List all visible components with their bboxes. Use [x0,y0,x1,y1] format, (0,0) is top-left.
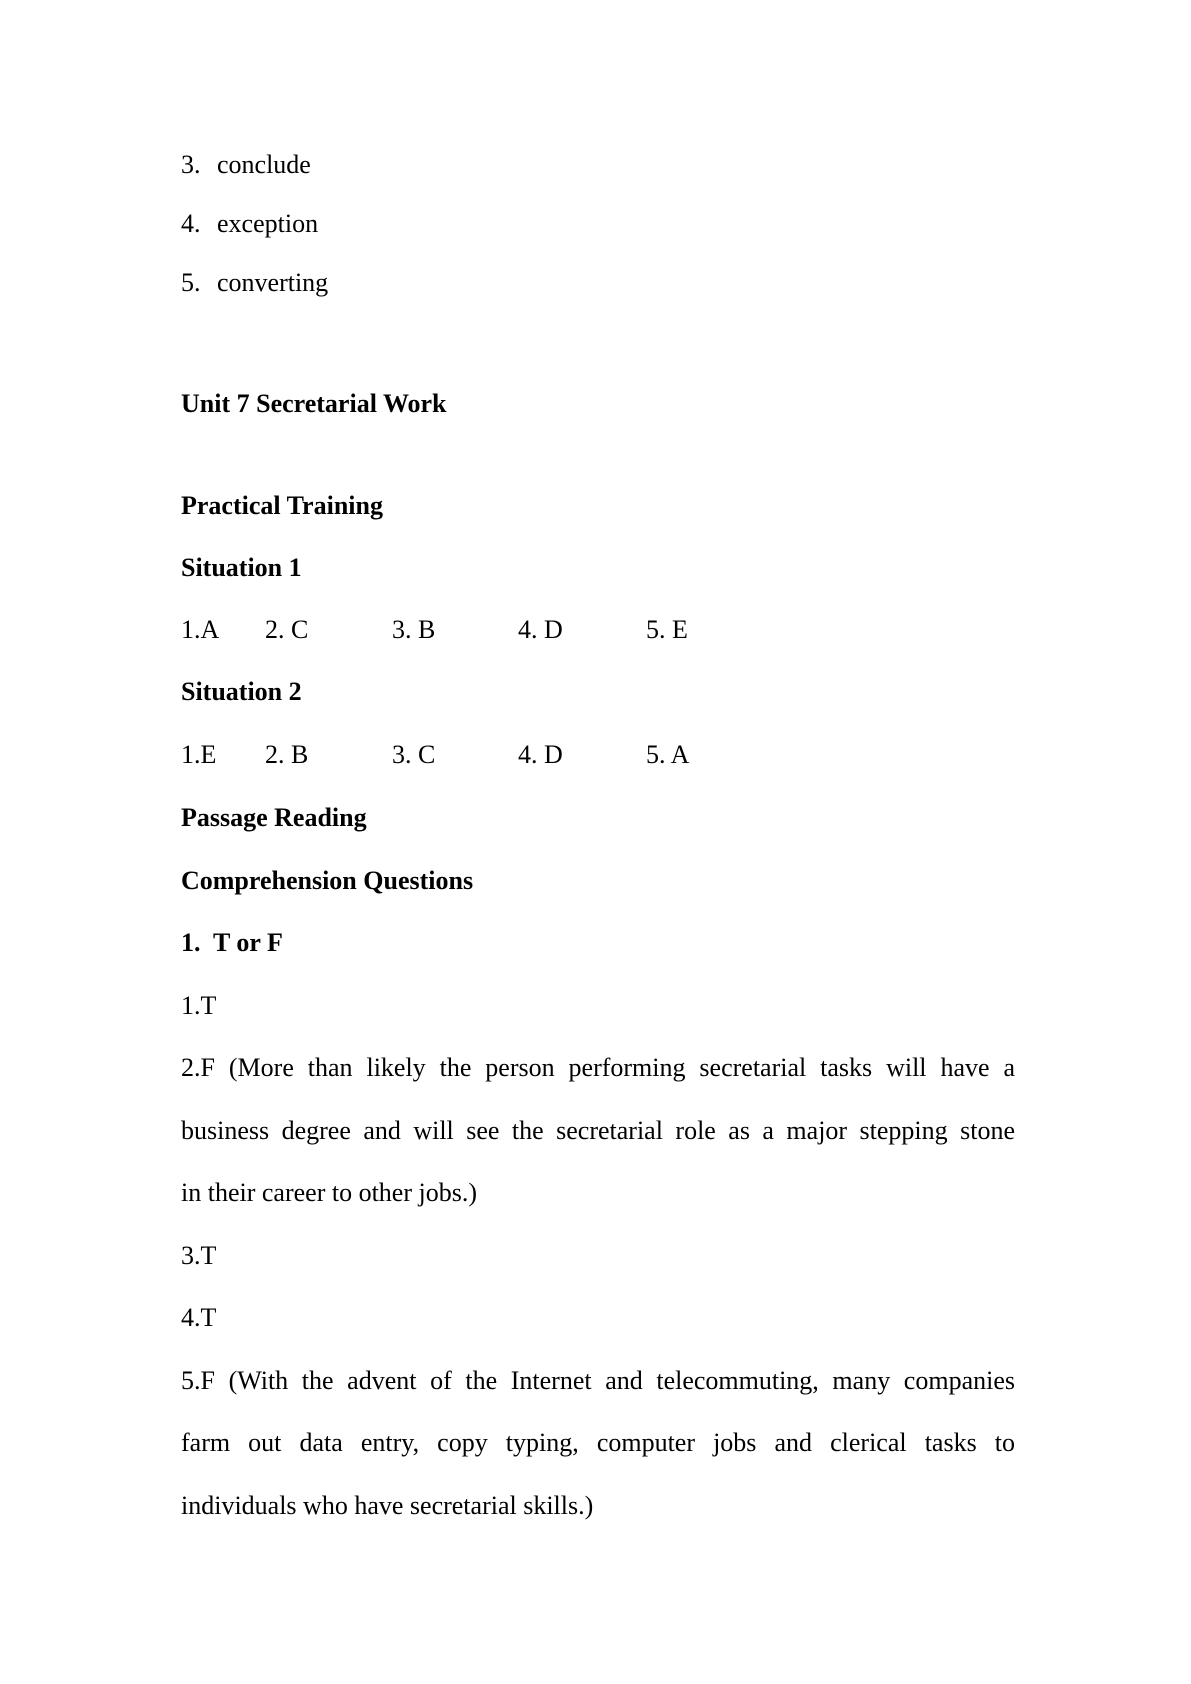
tf-answer-1: 1.T [181,991,217,1020]
true-or-false-heading: 1. T or F [181,928,283,957]
answer-line: individuals who have secretarial skills.) [181,1491,594,1520]
vocab-item-word: converting [217,268,329,297]
unit-title: Unit 7 Secretarial Work [181,389,447,418]
answer-line: farm out data entry, copy typing, computer jobs and clerical tasks to [181,1428,1015,1457]
vocab-item [181,268,328,298]
answer-item: 2. B [265,740,309,769]
tf-answer-3: 3.T [181,1241,217,1270]
tf-answer-4: 4.T [181,1303,217,1332]
situation-1-heading: Situation 1 [181,553,302,582]
vocab-item-word: exception [217,209,319,238]
answer-item: 1.A [181,615,220,644]
answer-item: 4. D [518,615,563,644]
answer-item: 1.E [181,740,217,769]
answer-item: 2. C [265,615,309,644]
answer-line: 2.F (More than likely the person performing secretarial tasks will have a [181,1053,1015,1082]
answer-line: 5.F (With the advent of the Internet and telecommuting, many companies [181,1366,1015,1395]
vocab-item-number: 4. [181,209,201,238]
vocab-item-number: 3. [181,150,201,179]
practical-training-heading: Practical Training [181,491,383,520]
vocab-item-number: 5. [181,268,201,297]
answer-line: business degree and will see the secretarial role as a major stepping stone [181,1116,1015,1145]
situation-2-heading: Situation 2 [181,677,302,706]
answer-line: in their career to other jobs.) [181,1178,477,1207]
answer-item: 4. D [518,740,563,769]
vocab-item [181,209,318,239]
answer-item: 3. C [392,740,436,769]
vocab-item [181,150,311,180]
answer-item: 5. E [646,615,688,644]
passage-reading-heading: Passage Reading [181,803,367,832]
answer-item: 5. A [646,740,690,769]
comprehension-questions-heading: Comprehension Questions [181,866,474,895]
answer-item: 3. B [392,615,436,644]
vocab-item-word: conclude [217,150,311,179]
